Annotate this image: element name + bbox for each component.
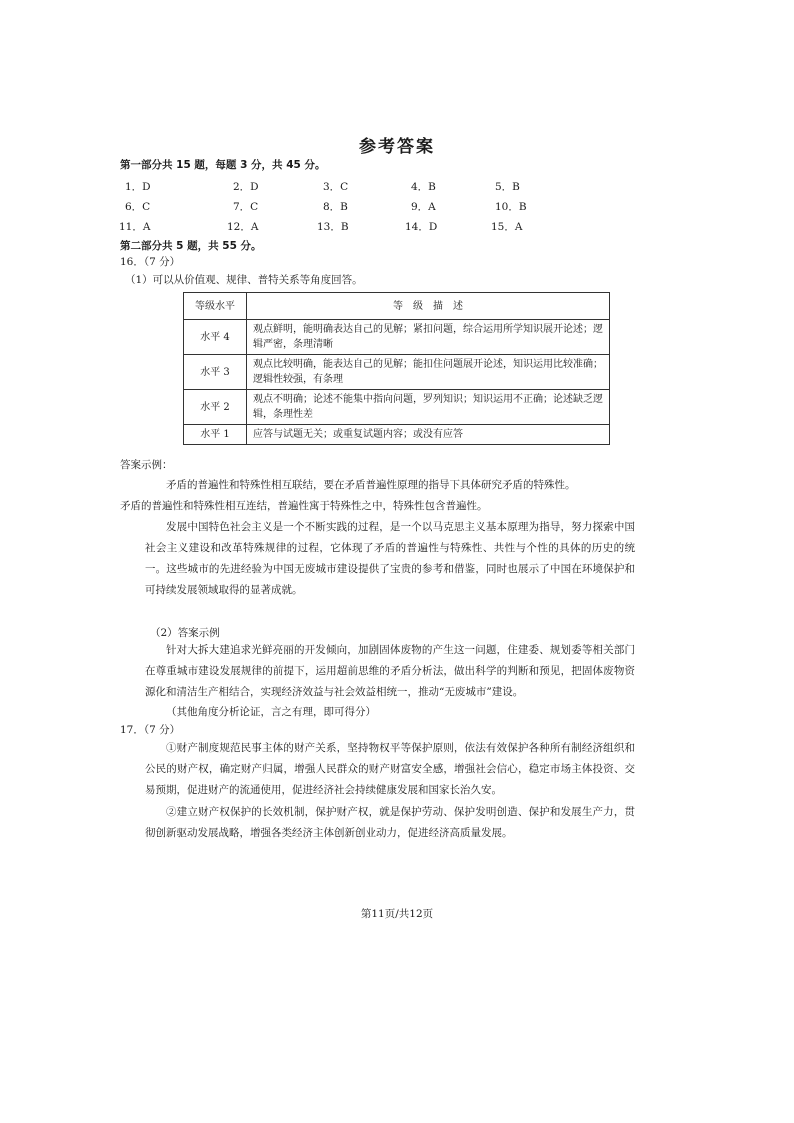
part2-heading: 第二部分共 5 题，共 55 分。: [120, 240, 262, 252]
table-level-cell: 水平 4: [184, 320, 247, 355]
page-footer: 第11页/共12页: [360, 908, 434, 920]
answer-item: 14．D: [405, 221, 438, 233]
answer-item: 3．C: [323, 181, 349, 193]
answer-item: 12．A: [227, 221, 259, 233]
answer-item: 8．B: [323, 201, 348, 213]
table-level-cell: 水平 3: [184, 355, 247, 390]
page-title: 参考答案: [359, 137, 435, 157]
answer-item: 6．C: [125, 201, 151, 213]
example-label: 答案示例：: [120, 459, 173, 471]
part1-heading-text: 第一部分共 15 题，每题 3 分，共 45 分。: [120, 159, 326, 171]
table-description-cell: 观点不明确；论述不能集中指向问题，罗列知识；知识运用不正确；论述缺乏逻辑，条理性差: [247, 390, 610, 425]
q16-sub2-label: （2）答案示例: [150, 627, 220, 639]
q17-label: 17．（7 分）: [120, 724, 181, 736]
answer-item: 1．D: [125, 181, 151, 193]
table-header-description: 等 级 描 述: [247, 293, 610, 320]
answer-item: 5．B: [495, 181, 520, 193]
q17-paragraph-1: ①财产制度规范民事主体的财产关系，坚持物权平等保护原则，依法有效保护各种所有制经济组织和公民的财产权，确定财产归属，增强人民群众的财产财富安全感，增强社会信心，稳定市场主体投资、交易预期，促进财产的流通使用，促进经济社会持续健康发展和国家长治久安。: [145, 742, 635, 796]
q17-paragraph-2: ②建立财产权保护的长效机制，保护财产权，就是保护劳动、保护发明创造、保护和发展生产力，贯彻创新驱动发展战略，增强各类经济主体创新创业动力，促进经济高质量发展。: [145, 806, 635, 839]
q16-sub2-paragraph: 针对大拆大建追求光鲜亮丽的开发倾向，加剧固体废物的产生这一问题，住建委、规划委等相关部门在尊重城市建设发展规律的前提下，运用超前思维的矛盾分析法，做出科学的判断和预见，把固体废物资源化和清洁生产相结合，实现经济效益与社会效益相统一，推动“无废城市”建设。: [145, 644, 635, 698]
answer-item: 2．D: [233, 181, 259, 193]
answer-row-2: [125, 199, 545, 213]
answer-item: 15．A: [491, 221, 523, 233]
answer-item: 13．B: [317, 221, 349, 233]
table-description-cell: 观点比较明确，能表达自己的见解；能扣住问题展开论述，知识运用比较准确；逻辑性较强，有条理: [247, 355, 610, 390]
answer-row-3: [119, 219, 545, 233]
table-row: [184, 390, 610, 425]
table-level-cell: 水平 1: [184, 425, 247, 445]
table-row: [184, 320, 610, 355]
table-description-cell: 观点鲜明，能明确表达自己的见解；紧扣问题，综合运用所学知识展开论述；逻辑严密，条理清晰: [247, 320, 610, 355]
answer-item: 7．C: [233, 201, 259, 213]
answer-item: 4．B: [411, 181, 436, 193]
grading-table: [183, 292, 610, 445]
q16-sub1-intro: （1）可以从价值观、规律、普特关系等角度回答。: [125, 274, 363, 286]
table-description-cell: 应答与试题无关；或重复试题内容；或没有应答: [247, 425, 610, 445]
example-paragraph-1: 矛盾的普遍性和特殊性相互联结，要在矛盾普遍性原理的指导下具体研究矛盾的特殊性。: [166, 479, 576, 491]
table-header-level: 等级水平: [184, 293, 247, 320]
q16-sub2-note: （其他角度分析论证，言之有理，即可得分）: [166, 706, 376, 718]
example-paragraph-3: 发展中国特色社会主义是一个不断实践的过程，是一个以马克思主义基本原理为指导，努力探索中国社会主义建设和改革特殊规律的过程，它体现了矛盾的普遍性与特殊性、共性与个性的具体的历史的统一。这些城市的先进经验为中国无废城市建设提供了宝贵的参考和借鉴，同时也展示了中国在环境保护和可持续发展领域取得的显著成就。: [145, 521, 635, 596]
example-paragraph-2: 矛盾的普遍性和特殊性相互连结，普遍性寓于特殊性之中，特殊性包含普遍性。: [120, 500, 488, 512]
table-level-cell: 水平 2: [184, 390, 247, 425]
answer-item: 10．B: [495, 201, 527, 213]
answer-item: 9．A: [411, 201, 436, 213]
table-row: [184, 355, 610, 390]
answer-row-1: [125, 179, 545, 193]
table-header-row: [184, 293, 610, 320]
q16-label: 16．（7 分）: [120, 256, 181, 268]
table-row: [184, 425, 610, 445]
answer-item: 11．A: [119, 221, 151, 233]
